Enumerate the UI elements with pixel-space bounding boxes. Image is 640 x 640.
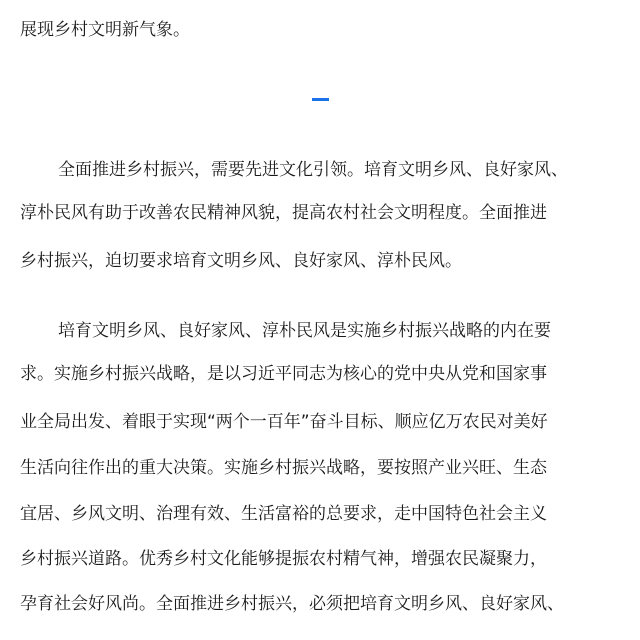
intro-line: 展现乡村文明新气象。 xyxy=(20,20,190,40)
paragraph-2-line-2: 求。实施乡村振兴战略，是以习近平同志为核心的党中央从党和国家事 xyxy=(20,364,547,384)
paragraph-2-line-7: 孕育社会好风尚。全面推进乡村振兴，必须把培育文明乡风、良好家风、 xyxy=(20,594,564,614)
paragraph-2-line-3: 业全局出发、着眼于实现“两个一百年”奋斗目标、顺应亿万农民对美好 xyxy=(20,412,548,432)
paragraph-1-line-3: 乡村振兴，迫切要求培育文明乡风、良好家风、淳朴民风。 xyxy=(20,251,462,271)
paragraph-2-line-4: 生活向往作出的重大决策。实施乡村振兴战略，要按照产业兴旺、生态 xyxy=(20,458,547,478)
paragraph-2-line-5: 宜居、乡风文明、治理有效、生活富裕的总要求，走中国特色社会主义 xyxy=(20,504,547,524)
paragraph-2-line-6: 乡村振兴道路。优秀乡村文化能够提振农村精气神，增强农民凝聚力， xyxy=(20,549,547,569)
paragraph-1-line-1: 全面推进乡村振兴，需要先进文化引领。培育文明乡风、良好家风、 xyxy=(58,160,568,180)
section-divider xyxy=(312,98,329,101)
paragraph-2-line-1: 培育文明乡风、良好家风、淳朴民风是实施乡村振兴战略的内在要 xyxy=(58,321,551,341)
paragraph-1-line-2: 淳朴民风有助于改善农民精神风貌，提高农村社会文明程度。全面推进 xyxy=(20,203,547,223)
